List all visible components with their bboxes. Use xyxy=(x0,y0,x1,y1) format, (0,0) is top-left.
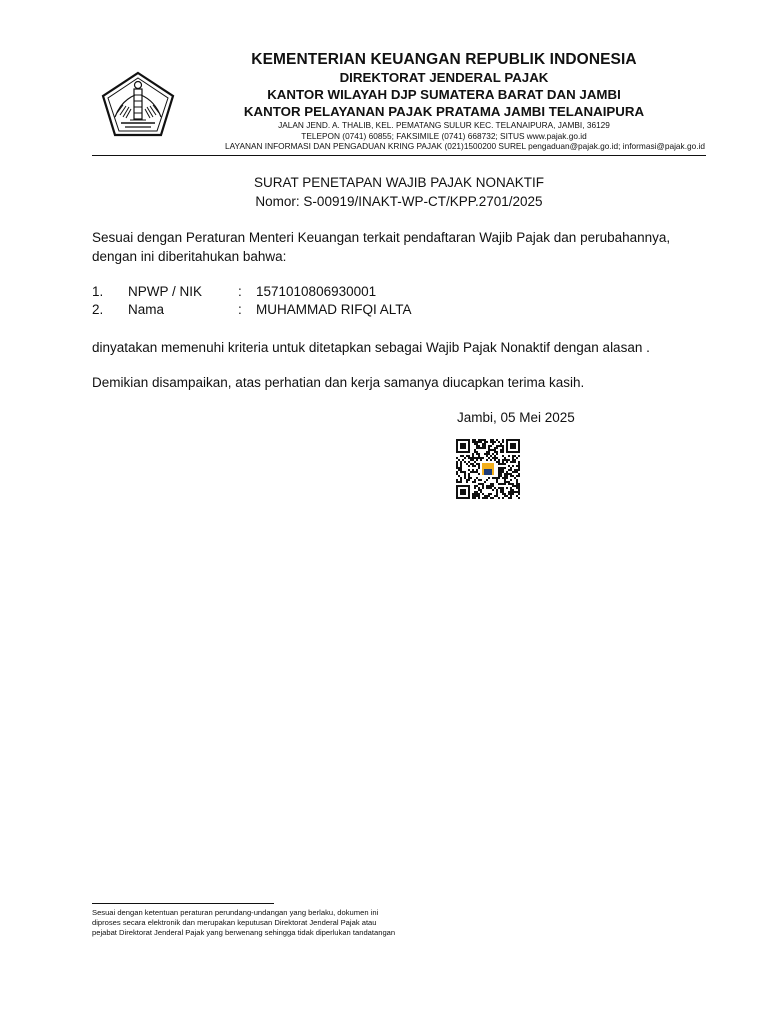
footnote xyxy=(92,908,452,937)
intro-line-1: Sesuai dengan Peraturan Menteri Keuangan terkait pendaftaran Wajib Pajak dan perubahannya, xyxy=(92,230,671,245)
field-value-name: MUHAMMAD RIFQI ALTA xyxy=(256,302,412,317)
letter-title-block xyxy=(92,173,706,211)
field-separator: : xyxy=(238,284,242,299)
letter-number: Nomor: S-00919/INAKT-WP-CT/KPP.2701/2025 xyxy=(255,194,543,209)
field-number: 2. xyxy=(92,302,104,317)
footnote-line-2: diproses secara elektronik dan merupakan keputusan Direktorat Jenderal Pajak atau xyxy=(92,917,377,927)
field-number: 1. xyxy=(92,284,104,299)
statement-paragraph: dinyatakan memenuhi kriteria untuk ditetapkan sebagai Wajib Pajak Nonaktif dengan alasan . xyxy=(92,340,650,355)
field-label: Nama xyxy=(128,302,165,317)
letterhead-divider xyxy=(92,155,706,156)
field-value-npwp: 1571010806930001 xyxy=(256,284,377,299)
qr-code-icon xyxy=(456,439,520,499)
letterhead-contact: TELEPON (0741) 60855; FAKSIMILE (0741) 668732; SITUS www.pajak.go.id xyxy=(301,130,587,141)
footnote-line-1: Sesuai dengan ketentuan peraturan perundang-undangan yang berlaku, dokumen ini xyxy=(92,908,379,917)
letterhead-service: LAYANAN INFORMASI DAN PENGADUAN KRING PAJAK (021)1500200 SUREL pengaduan@pajak.go.id; informasi@pajak.go.id xyxy=(225,141,705,151)
field-row-name xyxy=(92,301,692,319)
field-separator: : xyxy=(238,302,242,317)
field-row-npwp xyxy=(92,283,692,301)
field-label: NPWP / NIK xyxy=(128,284,203,299)
letterhead-regional-office: KANTOR WILAYAH DJP SUMATERA BARAT DAN JAMBI xyxy=(267,87,621,102)
footnote-line-3: pejabat Direktorat Jenderal Pajak yang berwenang sehingga tidak diperlukan tandatangan xyxy=(92,927,396,937)
letterhead-ministry: KEMENTERIAN KEUANGAN REPUBLIK INDONESIA xyxy=(251,51,637,68)
closing-paragraph: Demikian disampaikan, atas perhatian dan kerja samanya diucapkan terima kasih. xyxy=(92,375,585,390)
intro-paragraph xyxy=(92,228,712,266)
letterhead xyxy=(180,50,708,152)
intro-line-2: dengan ini diberitahukan bahwa: xyxy=(92,249,287,264)
letter-title: SURAT PENETAPAN WAJIB PAJAK NONAKTIF xyxy=(253,175,545,190)
letterhead-address: JALAN JEND. A. THALIB, KEL. PEMATANG SULUR KEC. TELANAIPURA, JAMBI, 36129 xyxy=(278,120,610,130)
place-and-date: Jambi, 05 Mei 2025 xyxy=(457,410,575,425)
footnote-divider xyxy=(92,903,274,904)
letterhead-tax-office: KANTOR PELAYANAN PAJAK PRATAMA JAMBI TELANAIPURA xyxy=(243,104,645,119)
ministry-of-finance-emblem-icon xyxy=(101,71,175,137)
letterhead-directorate: DIREKTORAT JENDERAL PAJAK xyxy=(339,70,549,85)
